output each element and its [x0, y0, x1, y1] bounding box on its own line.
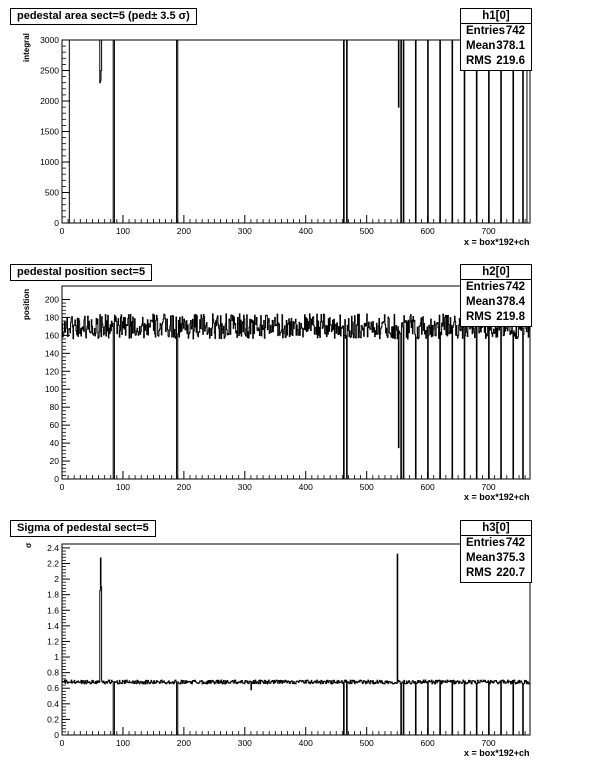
stats-label: Entries [466, 537, 505, 549]
y-tick-label: 2500 [40, 65, 59, 76]
y-tick-label: 0.4 [47, 698, 59, 709]
y-tick-label: 140 [44, 348, 59, 359]
stats-row-mean-2 [461, 295, 531, 310]
stats-box-3 [460, 520, 532, 583]
y-tick-label: 1.2 [47, 636, 59, 647]
x-tick-label: 700 [481, 226, 496, 236]
x-tick-label: 0 [59, 226, 65, 236]
x-tick-label: 200 [176, 226, 191, 236]
chart-title-2: pedestal position sect=5 [10, 264, 152, 281]
stats-row-rms-1 [461, 54, 531, 69]
x-tick-label: 600 [420, 738, 435, 748]
histogram-series [62, 314, 530, 479]
stats-row-mean-1 [461, 39, 531, 54]
stats-name-1: h1[0] [461, 9, 531, 24]
chart-panel-3 [0, 512, 596, 768]
x-tick-label: 500 [359, 482, 374, 492]
y-tick-label: 0.8 [47, 667, 59, 678]
x-tick-label: 100 [115, 738, 131, 748]
stats-name-3: h3[0] [461, 521, 531, 536]
stats-row-mean-3 [461, 551, 531, 566]
stats-name-2: h2[0] [461, 265, 531, 280]
y-tick-label: 80 [49, 402, 59, 413]
y-tick-label: 500 [44, 187, 59, 198]
chart-title-1: pedestal area sect=5 (ped± 3.5 σ) [10, 8, 197, 25]
y-tick-label: 1500 [40, 126, 59, 137]
stats-label: RMS [466, 311, 492, 323]
x-tick-label: 500 [359, 738, 374, 748]
x-tick-label: 100 [115, 226, 131, 236]
stats-value: 378.4 [496, 296, 525, 308]
x-tick-label: 600 [420, 226, 435, 236]
y-tick-label: 160 [44, 330, 59, 341]
x-tick-label: 300 [237, 738, 252, 748]
y-axis-label-1: integral [22, 33, 31, 62]
x-axis-label-3: x = box*192+ch [464, 748, 530, 758]
y-tick-label: 40 [49, 438, 59, 449]
y-tick-label: 0 [54, 730, 59, 740]
stats-label: Mean [466, 296, 496, 308]
stats-label: RMS [466, 567, 492, 579]
y-tick-label: 20 [49, 456, 59, 467]
stats-value: 220.7 [496, 567, 525, 579]
y-tick-label: 200 [44, 294, 59, 305]
x-tick-label: 400 [298, 226, 313, 236]
stats-row-entries-3 [461, 536, 531, 551]
x-tick-label: 400 [298, 738, 313, 748]
y-tick-label: 1.6 [47, 605, 59, 616]
x-axis-label-1: x = box*192+ch [464, 237, 530, 247]
x-tick-label: 700 [481, 738, 496, 748]
x-tick-label: 700 [481, 482, 496, 492]
x-tick-label: 100 [115, 482, 131, 492]
y-tick-label: 2.4 [47, 542, 59, 553]
stats-label: Entries [466, 25, 505, 37]
y-tick-label: 60 [49, 420, 59, 431]
stats-row-entries-2 [461, 280, 531, 295]
stats-row-rms-3 [461, 566, 531, 581]
x-tick-label: 0 [59, 738, 65, 748]
stats-value: 219.8 [496, 311, 525, 323]
stats-value: 742 [505, 537, 525, 549]
chart-panel-2 [0, 256, 596, 512]
y-tick-label: 120 [44, 366, 59, 377]
y-tick-label: 2.2 [47, 558, 59, 569]
stats-row-rms-2 [461, 310, 531, 325]
y-tick-label: 3000 [40, 35, 59, 45]
y-tick-label: 1 [54, 652, 59, 663]
stats-value: 378.1 [496, 40, 525, 52]
stats-row-entries-1 [461, 24, 531, 39]
stats-box-2 [460, 264, 532, 327]
stats-label: Mean [466, 40, 496, 52]
stats-value: 219.6 [496, 55, 525, 67]
stats-value: 742 [505, 25, 525, 37]
x-tick-label: 0 [59, 482, 65, 492]
y-tick-label: 0 [54, 218, 59, 228]
y-tick-label: 0.6 [47, 683, 59, 694]
x-axis-label-2: x = box*192+ch [464, 492, 530, 502]
y-tick-label: 2 [54, 574, 59, 585]
y-axis-label-3: σ [24, 542, 33, 548]
x-tick-label: 200 [176, 482, 191, 492]
y-tick-label: 100 [44, 384, 59, 395]
y-tick-label: 1.8 [47, 589, 59, 600]
stats-box-1 [460, 8, 532, 71]
stats-label: RMS [466, 55, 492, 67]
stats-label: Entries [466, 281, 505, 293]
stats-label: Mean [466, 552, 496, 564]
y-tick-label: 2000 [40, 96, 59, 106]
chart-title-3: Sigma of pedestal sect=5 [10, 520, 156, 537]
y-tick-label: 1000 [40, 157, 59, 167]
x-tick-label: 500 [359, 226, 374, 236]
x-tick-label: 300 [237, 226, 252, 236]
x-tick-label: 600 [420, 482, 435, 492]
y-tick-label: 180 [44, 312, 59, 323]
y-axis-label-2: position [22, 288, 31, 320]
y-tick-label: 0.2 [47, 714, 59, 725]
y-tick-label: 1.4 [47, 620, 59, 631]
chart-panel-1 [0, 0, 596, 256]
stats-value: 375.3 [496, 552, 525, 564]
x-tick-label: 400 [298, 482, 313, 492]
x-tick-label: 300 [237, 482, 252, 492]
x-tick-label: 200 [176, 738, 191, 748]
stats-value: 742 [505, 281, 525, 293]
y-tick-label: 0 [54, 474, 59, 484]
